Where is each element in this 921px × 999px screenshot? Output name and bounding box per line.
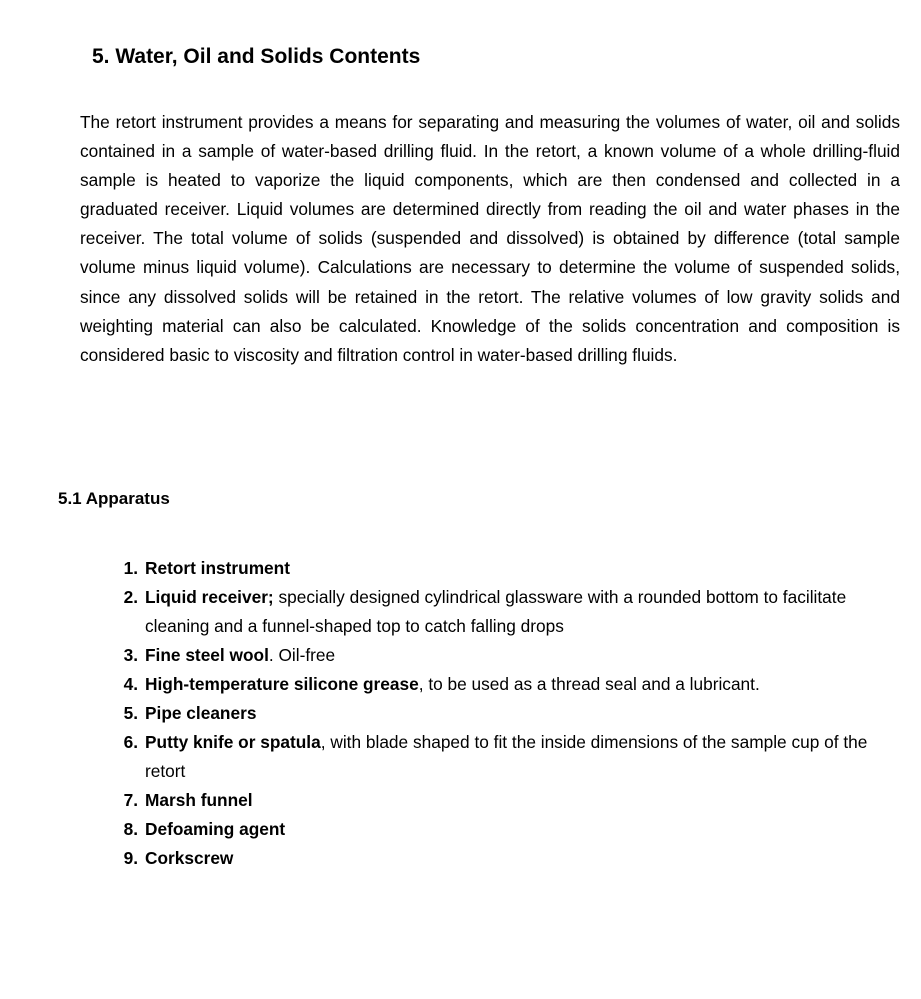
section-paragraph: The retort instrument provides a means for separating and measuring the volumes of water, oil and solids contained in a sample of water-based drilling fluid. In the retort, a known volume of a whole drilling-fluid sample is heated to vaporize the liquid components, which are then condensed and collected in a graduated receiver. Liquid volumes are determined directly from reading the oil and water phases in the receiver. The total volume of solids (suspended and dissolved) is obtained by difference (total sample volume minus liquid volume). Calculations are necessary to determine the volume of suspended solids, since any dissolved solids will be retained in the retort. The relative volumes of low gravity solids and weighting material can also be calculated. Knowledge of the solids concentration and composition is considered basic to viscosity and filtration control in water-based drilling fluids. bbox=[80, 112, 900, 365]
item-name: Pipe cleaners bbox=[145, 703, 257, 723]
list-item bbox=[123, 844, 885, 873]
list-item bbox=[123, 670, 885, 699]
list-item bbox=[123, 554, 885, 583]
item-name: Fine steel wool bbox=[145, 645, 269, 665]
list-item bbox=[123, 815, 885, 844]
item-number: 1. bbox=[123, 558, 138, 578]
item-description: , to be used as a thread seal and a lubricant. bbox=[418, 674, 760, 694]
item-number: 9. bbox=[123, 848, 138, 868]
item-number: 2. bbox=[123, 587, 138, 607]
item-description: , with blade shaped to fit the inside dimensions of the sample cup of the retort bbox=[145, 732, 868, 781]
item-name: Defoaming agent bbox=[145, 819, 286, 839]
item-number: 7. bbox=[123, 790, 138, 810]
list-item bbox=[123, 583, 885, 641]
item-name: Corkscrew bbox=[145, 848, 234, 868]
apparatus-list bbox=[123, 554, 885, 873]
item-name: Marsh funnel bbox=[145, 790, 253, 810]
list-item bbox=[123, 699, 885, 728]
item-number: 6. bbox=[123, 732, 138, 752]
item-description: . Oil-free bbox=[268, 645, 336, 665]
list-item bbox=[123, 641, 885, 670]
item-number: 5. bbox=[123, 703, 138, 723]
subsection-title: 5.1 Apparatus bbox=[58, 489, 170, 508]
item-name: Retort instrument bbox=[145, 558, 290, 578]
item-number: 8. bbox=[123, 819, 138, 839]
item-number: 4. bbox=[123, 674, 138, 694]
section-title: 5. Water, Oil and Solids Contents bbox=[92, 45, 421, 68]
item-name: High-temperature silicone grease bbox=[145, 674, 419, 694]
item-number: 3. bbox=[123, 645, 138, 665]
list-item bbox=[123, 728, 885, 786]
list-item bbox=[123, 786, 885, 815]
item-name: Putty knife or spatula bbox=[145, 732, 321, 752]
item-name: Liquid receiver; bbox=[145, 587, 274, 607]
item-description: specially designed cylindrical glassware with a rounded bottom to facilitate cleaning and a funnel-shaped top to catch falling drops bbox=[145, 587, 847, 636]
